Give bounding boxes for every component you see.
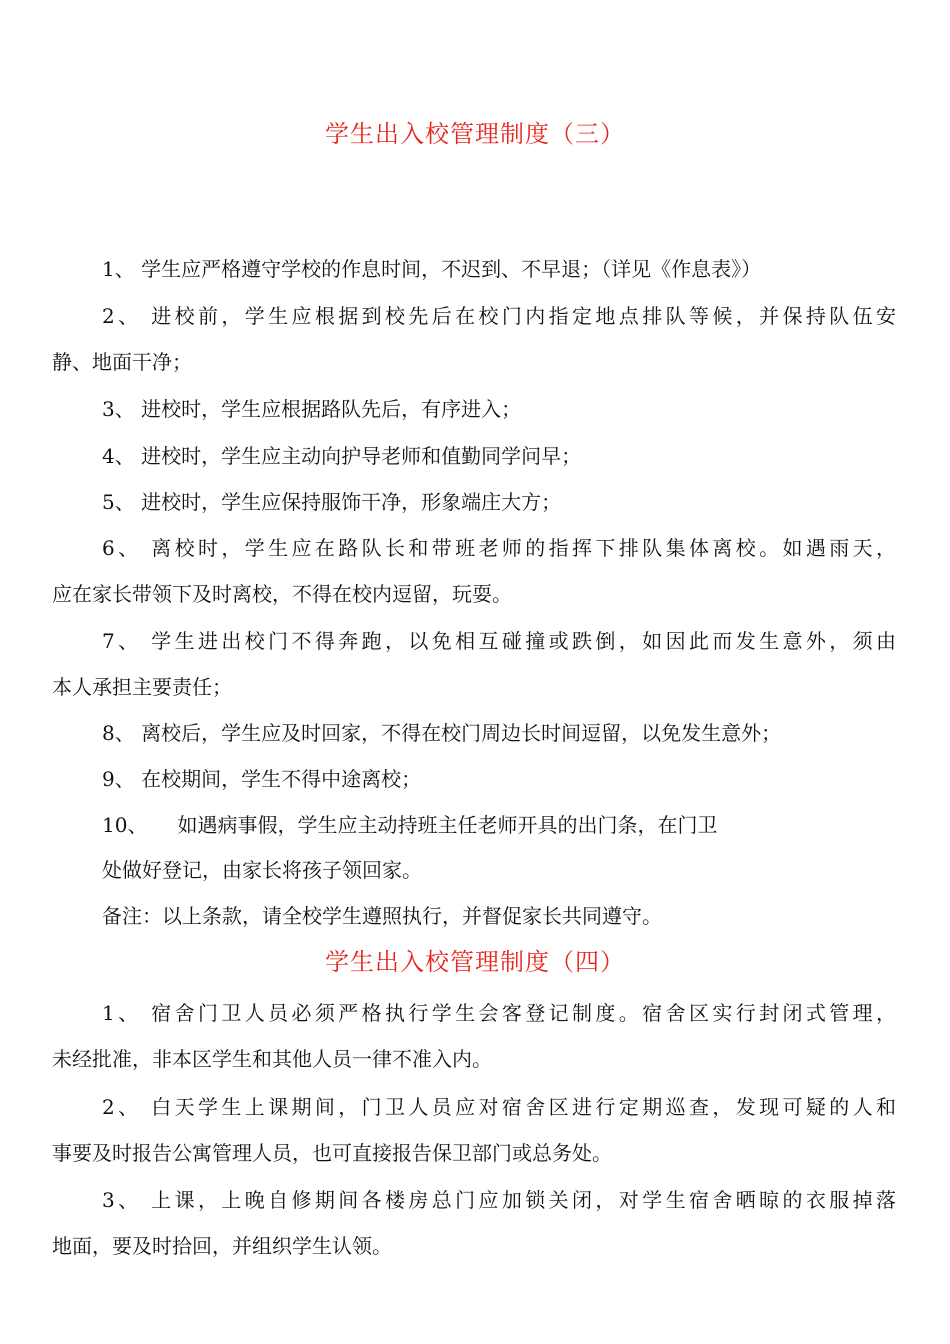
section4-item-3: 3、 上课，上晚自修期间各楼房总门应加锁关闭，对学生宿舍晒晾的衣服掉落 <box>102 1188 896 1212</box>
section4-item-2: 2、 白天学生上课期间，门卫人员应对宿舍区进行定期巡查，发现可疑的人和 <box>102 1095 896 1119</box>
section4-item-1-cont: 未经批准，非本区学生和其他人员一律不准入内。 <box>52 1047 492 1071</box>
section3-item-10-text: 如遇病事假，学生应主动持班主任老师开具的出门条，在门卫 <box>177 813 718 837</box>
section3-item-9: 9、 在校期间，学生不得中途离校； <box>102 767 422 791</box>
section4-item-3-cont: 地面，要及时拾回，并组织学生认领。 <box>52 1234 392 1258</box>
section3-item-10 <box>102 812 717 838</box>
section3-item-1: 1、 学生应严格遵守学校的作息时间，不迟到、不早退；（详见《作息表》） <box>102 257 762 281</box>
section3-item-4: 4、 进校时，学生应主动向护导老师和值勤同学问早； <box>102 444 582 468</box>
section3-item-8: 8、 离校后，学生应及时回家，不得在校门周边长时间逗留，以免发生意外； <box>102 721 782 745</box>
section3-note: 备注：以上条款，请全校学生遵照执行，并督促家长共同遵守。 <box>102 904 662 928</box>
section3-item-2-cont: 静、地面干净； <box>52 350 192 374</box>
section3-item-5: 5、 进校时，学生应保持服饰干净，形象端庄大方； <box>102 490 562 514</box>
section3-item-7: 7、 学生进出校门不得奔跑，以免相互碰撞或跌倒，如因此而发生意外，须由 <box>102 629 896 653</box>
section3-title: 学生出入校管理制度（三） <box>325 120 625 148</box>
section4-title: 学生出入校管理制度（四） <box>325 948 625 976</box>
section3-item-6-cont: 应在家长带领下及时离校，不得在校内逗留，玩耍。 <box>52 582 512 606</box>
section3-item-3: 3、 进校时，学生应根据路队先后，有序进入； <box>102 397 522 421</box>
section3-item-10-number: 10、 <box>102 813 148 837</box>
section4-item-2-cont: 事要及时报告公寓管理人员，也可直接报告保卫部门或总务处。 <box>52 1141 612 1165</box>
section3-item-10-cont: 处做好登记，由家长将孩子领回家。 <box>102 858 422 882</box>
section3-item-7-cont: 本人承担主要责任； <box>52 675 232 699</box>
section4-item-1: 1、 宿舍门卫人员必须严格执行学生会客登记制度。宿舍区实行封闭式管理， <box>102 1001 896 1025</box>
section3-item-2: 2、 进校前，学生应根据到校先后在校门内指定地点排队等候，并保持队伍安 <box>102 304 896 328</box>
section3-item-6: 6、 离校时，学生应在路队长和带班老师的指挥下排队集体离校。如遇雨天， <box>102 536 896 560</box>
